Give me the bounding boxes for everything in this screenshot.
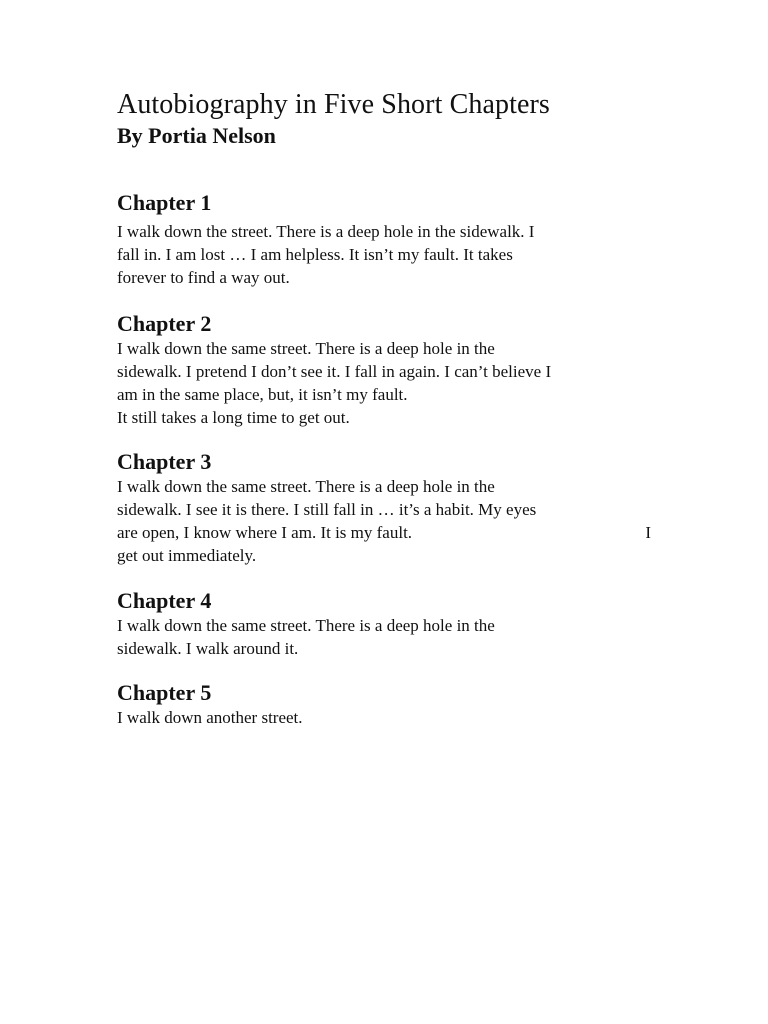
text-line: fall in. I am lost … I am helpless. It isn’t my fault. It takes — [117, 245, 513, 264]
text-line — [117, 521, 651, 544]
text-line: It still takes a long time to get out. — [117, 408, 350, 427]
chapter-text — [117, 475, 657, 567]
text-line: I walk down the street. There is a deep hole in the sidewalk. I — [117, 222, 535, 241]
text-line: I walk down the same street. There is a deep hole in the — [117, 477, 495, 496]
chapter-1 — [117, 190, 657, 289]
text-line: sidewalk. I walk around it. — [117, 639, 299, 658]
text-line: sidewalk. I pretend I don’t see it. I fall in again. I can’t believe I — [117, 362, 552, 381]
text-line: I walk down the same street. There is a deep hole in the — [117, 616, 495, 635]
chapter-text — [117, 614, 657, 660]
chapter-5 — [117, 680, 657, 729]
text-line: I walk down another street. — [117, 708, 303, 727]
text-line-start: are open, I know where I am. It is my fault. — [117, 523, 413, 542]
document-title: Autobiography in Five Short Chapters — [117, 89, 550, 120]
text-line: sidewalk. I see it is there. I still fall in … it’s a habit. My eyes — [117, 500, 537, 519]
chapter-heading: Chapter 5 — [117, 680, 212, 705]
chapter-heading: Chapter 4 — [117, 588, 212, 613]
document-page — [117, 88, 657, 727]
text-line: forever to find a way out. — [117, 268, 290, 287]
chapter-heading: Chapter 1 — [117, 190, 212, 215]
text-line: I walk down the same street. There is a deep hole in the — [117, 339, 495, 358]
chapter-2 — [117, 311, 657, 429]
text-line: am in the same place, but, it isn’t my fault. — [117, 385, 408, 404]
document-author: By Portia Nelson — [117, 123, 276, 148]
text-line-end: I — [645, 523, 651, 542]
chapter-heading: Chapter 3 — [117, 449, 212, 474]
text-line: get out immediately. — [117, 546, 257, 565]
chapter-text — [117, 220, 657, 289]
chapter-4 — [117, 588, 657, 660]
chapter-heading: Chapter 2 — [117, 311, 212, 336]
chapter-text — [117, 337, 657, 429]
chapter-text — [117, 706, 657, 729]
chapter-3 — [117, 449, 657, 567]
